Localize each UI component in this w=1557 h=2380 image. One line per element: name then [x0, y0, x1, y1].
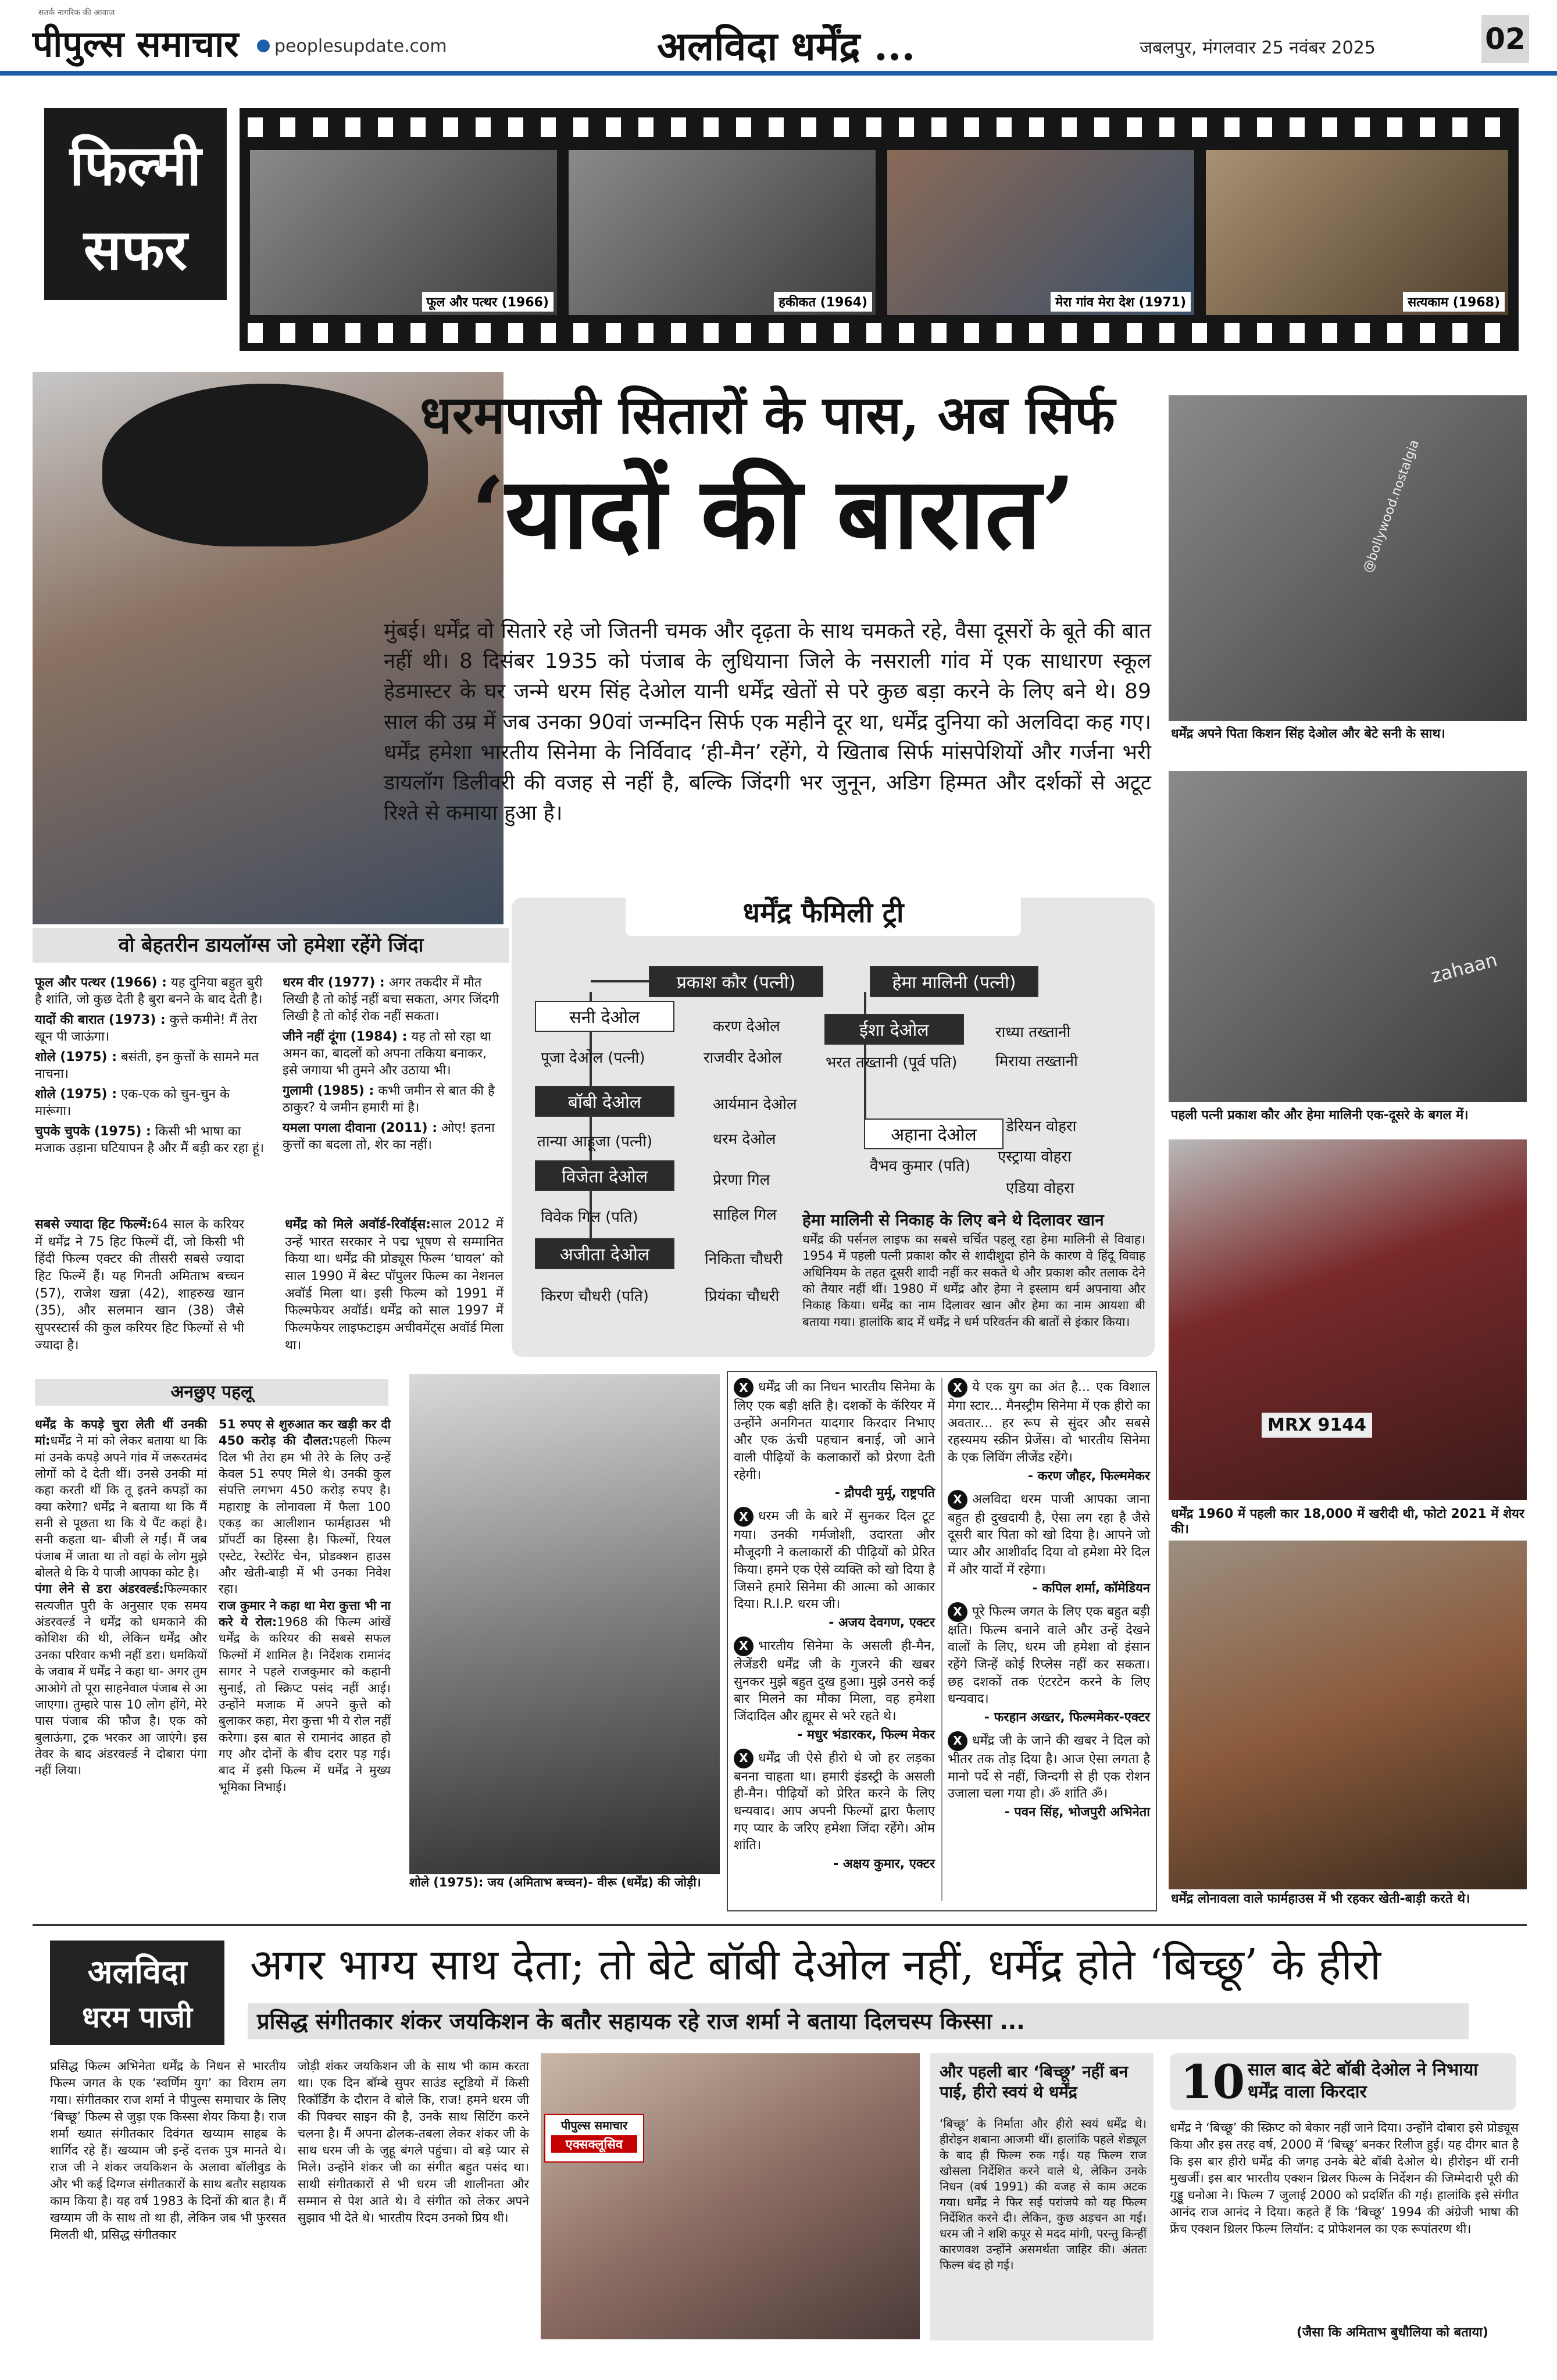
film-frame-caption: फूल और पत्थर (1966) [422, 292, 554, 312]
tree-grandchild: राध्या तख्तानी [995, 1024, 1071, 1041]
alvida-box-line2: धरम पाजी [82, 2000, 192, 2034]
dialogue-item: शोले (1975) : बसंती, इन कुत्तों के सामने मत नाचना। [35, 1050, 259, 1082]
film-frame-photo [569, 150, 876, 315]
film-frame-caption: मेरा गांव मेरा देश (1971) [1051, 292, 1191, 312]
tribute-item: X धरम जी के बारे में सुनकर दिल टूट गया। उनकी गर्मजोशी, उदारता और मौजूदगी ने कलाकारों की पीढ़ियों को प्रेरित किया। हमने एक ऐसे व्यक्ति को खो दिया है जिसने हमारे सिनेमा की आत्मा को आकार दिया। R.I.P. धरम जी। - अजय देवगण, एक्टर [734, 1507, 935, 1630]
tribute-item: X धर्मेंद्र जी ऐसे हीरो थे जो हर लड़का बनना चाहता था। हमारी इंडस्ट्री के असली ही-मैन। पीढ़ियों को प्रेरित करने के लिए धन्यवाद। आप अपनी फिल्मों द्वारा फैलाए गए प्यार के जरिए हमेशा जिंदा रहेंगे। ओम शांति। - अक्षय कुमार, एक्टर [734, 1749, 935, 1872]
tree-grandchild: प्रियंका चौधरी [705, 1288, 780, 1305]
film-strip-perforations-top [248, 117, 1510, 137]
alvida-box-line1: अलविदा [87, 1953, 187, 1991]
globe-icon [257, 40, 270, 52]
ten-years-number: 10 [1180, 2054, 1245, 2109]
dateline: जबलपुर, मंगलवार 25 नवंबर 2025 [1140, 38, 1376, 58]
bottom-col2: जोड़ी शंकर जयकिशन जी के साथ भी काम करता था। एक दिन बॉम्बे सुपर साउंड स्टूडियो में किसी रिकॉर्डिंग के दौरान वे बोले कि, राज! हमने धरम जी की पिक्चर साइन की है, उनके साथ सिटिंग करने चलना है। मैं अपना ढोलक-तबला लेकर शंकर जी के साथ धरम जी के जुहू बंगले पहुंचा। वो बड़े प्यार से मिले। उन्होंने शंकर जी का संगीत बहुत पसंद था। साथी संगीतकारों से भी धरम जी शालीनता और सम्मान से पेश आते थे। वे संगीत को लेकर अपने सुझाव भी देते थे। भारतीय रिदम उनको प्रिय थी। [298, 2059, 529, 2225]
film-frame-caption: हकीकत (1964) [774, 292, 872, 312]
ten-years-text: साल बाद बेटे बॉबी देओल ने निभाया धर्मेंद्र वाला किरदार [1248, 2060, 1478, 2102]
tree-grandchild: निकिता चौधरी [705, 1250, 783, 1268]
x-logo-icon: X [948, 1731, 967, 1751]
tribute-item: X पूरे फिल्म जगत के लिए एक बहुत बड़ी क्षति। फिल्म बनाने वाले और उन्हें देखने वालों के लिए, धरम जी हमेशा वो इंसान रहेंगे जिन्हें कोई रिप्लेस नहीं कर सकता। छह दशकों तक एंटरटेन करने के लिए धन्यवाद। - फरहान अख्तर, फिल्ममेकर-एक्टर [948, 1602, 1150, 1725]
tribute-item: X भारतीय सिनेमा के असली ही-मैन, लेजेंडरी धर्मेंद्र जी के गुजरने की खबर सुनकर मुझे बहुत दुख हुआ। मुझे उनसे कई बार मिलने का मौका मिला, वह हमेशा जिंदादिल और ह्यूमर से भरे रहते थे। - मधुर भंडारकर, फिल्म मेकर [734, 1636, 935, 1743]
film-strip [240, 108, 1519, 351]
untold-p2-title: पंगा लेने से डरा अंडरवर्ल्ड: [35, 1582, 164, 1596]
untold-col1: धर्मेंद्र के कपड़े चुरा लेती थीं उनकी मां:धर्मेंद्र ने मां को लेकर बताया था कि मां उनके कपड़े अपने गांव में जरूरतमंद लोगों को दे देती थीं। उनसे उनकी मां कहा करती थीं कि तू इतने कपड़ों का क्या करेगा? धर्मेंद्र ने बताया था कि मैं सनी से पूछता था कि ये पैंट कहां है। सनी कहता था- बीजी ले गईं। मैं जब पंजाब में जाता था तो वहां के लोग मुझे बोलते थे कि ये पाजी आपका कोट है। पंगा लेने से डरा अंडरवर्ल्ड:फिल्मकार सत्यजीत पुरी के अनुसार एक समय अंडरवर्ल्ड ने धर्मेंद्र को धमकाने की कोशिश की थी, लेकिन धर्मेंद्र और उनका परिवार कभी नहीं डरा। धमकियों के जवाब में धर्मेंद्र ने कहा था- अगर तुम आओगे तो पूरा साहनेवाल पंजाब से आ जाएगा। तुम्हारे पास 10 लोग होंगे, मेरे पास पंजाब की फौज है। एक को बुलाऊंगा, ट्रक भरकर आ जाएंगे। इस तेवर के बाद अंडरवर्ल्ड ने दोबारा पंगा नहीं लिया। [35, 1417, 207, 1778]
tree-spouse: पूजा देओल (पत्नी) [541, 1049, 645, 1067]
caption-farmhouse: धर्मेंद्र लोनावला वाले फार्महाउस में भी रहकर खेती-बाड़ी करते थे। [1171, 1892, 1470, 1906]
page-number: 02 [1481, 15, 1529, 63]
photo-watermark: @bollywood.nostalgia [1360, 438, 1422, 575]
film-strip-perforations-bottom [248, 323, 1510, 343]
photo-two-wives [1169, 771, 1527, 1102]
untold-col2: 51 रुपए से शुरुआत कर खड़ी कर दी 450 करोड़ की दौलत:पहली फिल्म दिल भी तेरा हम भी तेरे के लिए उन्हें केवल 51 रुपए मिले थे। उनकी कुल संपत्ति लगभग 450 करोड़ रुपए है। महाराष्ट्र के लोनावला में फैला 100 एकड़ का आलीशान फार्महाउस भी प्रॉपर्टी का हिस्सा है। फिल्मों, रियल एस्टेट, रेस्टोरेंट चेन, प्रोडक्शन हाउस और खेती-बाड़ी में भी उनका निवेश रहा। राज कुमार ने कहा था मेरा कुत्ता भी ना करे ये रोल:1968 की फिल्म आंखें धर्मेंद्र के करियर की सबसे सफल फिल्मों में शामिल है। निर्देशक रामानंद सागर ने पहले राजकुमार को कहानी सुनाई, तो स्क्रिप्ट पसंद नहीं आई। उन्होंने मजाक में अपने कुत्ते को बुलाकर कहा, मेरा कुत्ता भी ये रोल नहीं करेगा। इस बात से रामानंद आहत हो गए और दोनों के बीच दरार पड़ गई। बाद में इसी फिल्म में धर्मेंद्र ने मुख्य भूमिका निभाई। [219, 1417, 391, 1794]
filmi-label-line2: सफर [83, 217, 188, 283]
bottom-credit: (जैसा कि अमिताभ बुधौलिया को बताया) [1297, 2325, 1488, 2340]
tree-spouse: भरत तख्तानी (पूर्व पति) [826, 1054, 958, 1071]
film-frame-photo [1206, 150, 1508, 315]
intro-paragraph: मुंबई। धर्मेंद्र वो सितारे रहे जो जितनी चमक और दृढ़ता के साथ चमकते रहे, वैसा दूसरों के बूते की बात नहीं थी। 8 दिसंबर 1935 को पंजाब के लुधियाना जिले के नसराली गांव में एक साधारण स्कूल हेडमास्टर के घर जन्मे धरम सिंह देओल यानी धर्मेंद्र खेतों से परे कुछ बड़ा करने के लिए बने थे। 89 साल की उम्र में जब उनका 90वां जन्मदिन सिर्फ एक महीने दूर था, धर्मेंद्र दुनिया को अलविदा कह गए। धर्मेंद्र हमेशा भारतीय सिनेमा के निर्विवाद ‘ही-मैन’ रहेंगे, ये खिताब सिर्फ मांसपेशियों और गर्जना भरी डायलॉग डिलीवरी की वजह से नहीं है, बल्कि जिंदगी भर जुनून, अडिग हिम्मत और दर्शकों से अटूट रिश्ते से कमाया हुआ है। [384, 619, 1151, 826]
mid-box-title: और पहली बार ‘बिच्छू’ नहीं बन पाई, हीरो स्वयं थे धर्मेंद्र [940, 2062, 1129, 2102]
tree-grandchild: धरम देओल [713, 1131, 776, 1148]
caption-father-son: धर्मेंद्र अपने पिता किशन सिंह देओल और बेटे सनी के साथ। [1171, 727, 1445, 741]
tree-child-bobby: बॉबी देओल [535, 1086, 674, 1117]
tree-grandchild: प्रेरणा गिल [713, 1171, 770, 1189]
dialogue-item: चुपके चुपके (1975) : किसी भी भाषा का मजाक उड़ाना घटियापन है और मैं बड़ी कर रहा हूं। [35, 1124, 265, 1156]
tree-grandchild: राजवीर देओल [703, 1049, 782, 1067]
x-logo-icon: X [948, 1378, 967, 1398]
mid-box [930, 2053, 1154, 2340]
tree-spouse: तान्या आहूजा (पत्नी) [537, 1133, 653, 1150]
dialogues-right-list [283, 974, 503, 1157]
x-logo-icon: X [948, 1490, 967, 1510]
tree-child-sunny: सनी देओल [535, 1001, 674, 1032]
awards-paragraph: धर्मेंद्र को मिले अवॉर्ड-रिवॉर्ड्स:साल 2012 में उन्हें भारत सरकार ने पद्म भूषण से सम्मानित किया था। धर्मेंद्र की प्रोड्यूस फिल्म ‘घायल’ को साल 1990 में बेस्ट पॉपुलर फिल्म का नेशनल अवॉर्ड मिला था। इसी फिल्म को 1991 में फिल्मफेयर अवॉर्ड। धर्मेंद्र को साल 1997 में फिल्मफेयर लाइफटाइम अचीवमेंट्स अवॉर्ड मिला था। [285, 1217, 503, 1353]
photo-watermark: zahaan [1429, 948, 1500, 988]
main-headline-line1: धरमपाजी सितारों के पास, अब सिर्फ [420, 384, 1115, 446]
dialogue-item: शोले (1975) : एक-एक को चुन-चुन के मारूंगा। [35, 1087, 230, 1119]
hema-box-text: धर्मेंद्र की पर्सनल लाइफ का सबसे चर्चित पहलू रहा हेमा मालिनी से विवाह। 1954 में पहली पत्नी प्रकाश कौर से शादीशुदा होने के कारण वे हिंदू विवाह अधिनियम के तहत दूसरी शादी नहीं कर सकते थे और प्रकाश कौर तलाक देने को तैयार नहीं थीं। 1980 में धर्मेंद्र और हेमा ने इस्लाम धर्म अपनाया और निकाह किया। धर्मेंद्र का नाम दिलावर खान और हेमा का नाम आयशा बी बताया गया। हालांकि बाद में धर्मेंद्र ने धर्म परिवर्तन की बातों से इंकार किया। [802, 1232, 1145, 1329]
tree-spouse: किरण चौधरी (पति) [541, 1288, 649, 1305]
alvida-box [50, 1941, 224, 2045]
untold-p1-title: धर्मेंद्र के कपड़े चुरा लेती थीं उनकी मां: [35, 1417, 207, 1448]
tree-wife-prakash: प्रकाश कौर (पत्नी) [649, 966, 823, 997]
tributes-col-right [948, 1378, 1150, 1820]
exclusive-brand: पीपुल्स समाचार [560, 2118, 628, 2132]
photo-father-son [1169, 395, 1527, 721]
raj-sharma-photo [541, 2053, 920, 2339]
sholay-photo [409, 1374, 720, 1874]
car-plate: MRX 9144 [1262, 1413, 1372, 1438]
exclusive-label: एक्सक्लूसिव [551, 2135, 637, 2153]
hat-shape [102, 384, 428, 546]
tree-spouse: वैभव कुमार (पति) [870, 1157, 971, 1175]
film-frame-photo [250, 150, 557, 315]
brand-tagline: सतर्क नागरिक की आवाज [38, 8, 115, 17]
exclusive-badge [544, 2114, 644, 2163]
tribute-item: X धर्मेंद्र जी के जाने की खबर ने दिल को भीतर तक तोड़ दिया है। आज ऐसा लगता है मानो पर्दे से नहीं, जिन्दगी से ही एक रोशन उजाला चला गया हो। ॐ शांति ॐ। - पवन सिंह, भोजपुरी अभिनेता [948, 1731, 1150, 1820]
untold-p4-title: राज कुमार ने कहा था मेरा कुत्ता भी ना करे ये रोल: [219, 1598, 391, 1629]
film-frame-photo [887, 150, 1194, 315]
family-tree-title: धर्मेंद्र फैमिली ट्री [626, 889, 1021, 936]
dialogue-item: यमला पगला दीवाना (2011) : ओए! इतना कुत्तों का बदला तो, शेर का नहीं। [283, 1121, 495, 1153]
hema-box-title: हेमा मालिनी से निकाह के लिए बने थे दिलावर खान [802, 1210, 1104, 1230]
tree-grandchild: करण देओल [713, 1018, 780, 1035]
x-logo-icon: X [734, 1749, 753, 1768]
tribute-item: X ये एक युग का अंत है... एक विशाल मेगा स्टार... मैनस्ट्रीम सिनेमा में एक हीरो का अवतार... हर रूप से सुंदर और सबसे रहस्यमय स्क्रीन प्रेजेंस। वो भारतीय सिनेमा के एक लिविंग लीजेंड रहेंगे। - करण जौहर, फिल्ममेकर [948, 1378, 1150, 1484]
site-url[interactable]: peoplesupdate.com [274, 36, 447, 56]
tree-grandchild: डेरियन वोहरा [1006, 1118, 1077, 1135]
caption-first-car: धर्मेंद्र 1960 में पहली कार 18,000 में खरीदी थी, फोटो 2021 में शेयर की। [1171, 1507, 1524, 1537]
tree-child-esha: ईशा देओल [824, 1014, 964, 1045]
tree-spouse: विवेक गिल (पति) [541, 1209, 638, 1226]
tributes-divider [941, 1378, 942, 1901]
film-frame-caption: सत्यकाम (1968) [1403, 292, 1505, 312]
ten-years-box [1170, 2053, 1516, 2110]
hits-paragraph: सबसे ज्यादा हिट फिल्में:64 साल के करियर में धर्मेंद्र ने 75 हिट फिल्में दीं, जो किसी भी हिंदी फिल्म एक्टर की तीसरी सबसे ज्यादा हिट फिल्में हैं। यह गिनती अमिताभ बच्चन (57), राजेश खन्ना (42), शाहरुख खान (35), और सलमान खान (38) जैसे सुपरस्टार्स की कुल करियर हिट फिल्मों से भी ज्यादा है। [35, 1217, 244, 1353]
main-headline-line2: ‘यादों की बारात’ [471, 455, 1076, 571]
photo-farmhouse [1169, 1541, 1527, 1889]
section-title: अलविदा धर्मेंद्र ... [657, 23, 916, 70]
x-logo-icon: X [734, 1636, 753, 1656]
bottom-right-text: धर्मेंद्र ने ‘बिच्छू’ की स्क्रिप्ट को बेकार नहीं जाने दिया। उन्होंने दोबारा इसे प्रोड्यूस किया और इस तरह वर्ष, 2000 में ‘बिच्छू’ बनकर रिलीज हुई। यह दीगर बात है कि इस बार हीरो धर्मेंद्र की जगह उनके बेटे बॉबी देओल थे। हीरोइन थीं रानी मुखर्जी। इस बार भारतीय एक्शन थ्रिलर फिल्म के निर्देशन की जिम्मेदारी पूरी की गुड्डू धनोआ ने। फिल्म 7 जुलाई 2000 को प्रदर्शित की गई। हालांकि इसे संगीत आनंद राज आनंद ने दिया। कहते हैं कि ‘बिच्छू’ 1994 की अंग्रेजी भाषा की फ्रेंच एक्शन थ्रिलर फिल्म लियॉन: द प्रोफेशनल का एक रूपांतरण थी। [1170, 2121, 1519, 2236]
photo-first-car [1169, 1139, 1527, 1500]
masthead [0, 0, 1557, 76]
dialogue-item: गुलामी (1985) : कभी जमीन से बात की है ठाकुर? ये जमीन हमारी मां है। [283, 1084, 495, 1116]
filmi-label-line1: फिल्मी [69, 133, 202, 198]
bottom-headline: अगर भाग्य साथ देता; तो बेटे बॉबी देओल नहीं, धर्मेंद्र होते ‘बिच्छू’ के हीरो [250, 1940, 1381, 1990]
tree-grandchild: एस्ट्राया वोहरा [998, 1148, 1072, 1166]
dialogue-item: जीने नहीं दूंगा (1984) : यह तो सो रहा था अमन का, बादलों को अपना तकिया बनाकर, इसे जगाया भी तुमने और उठाया भी। [283, 1030, 491, 1078]
tree-child-vijeta: विजेता देओल [535, 1160, 674, 1191]
tree-child-ahana: अहाना देओल [864, 1118, 1004, 1149]
tree-grandchild: साहिल गिल [713, 1206, 777, 1224]
tree-wife-hema: हेमा मालिनी (पत्नी) [870, 966, 1038, 997]
mid-box-text: ‘बिच्छू’ के निर्माता और हीरो स्वयं धर्मेंद्र थे। हीरोइन शबाना आजमी थीं। हालांकि पहले शेड्यूल के बाद ही फिल्म रुक गई। यह फिल्म राज खोसला निर्देशित करने वाले थे, लेकिन उनके निधन (वर्ष 1991) की वजह से काम अटक गया। धर्मेंद्र ने फिर सई परांजपे को यह फिल्म निर्देशित करने दी। लेकिन, कुछ अड़चन आ गई। धरम जी ने शशि कपूर से मदद मांगी, परन्तु किन्हीं कारणवश उन्होंने असमर्थता जाहिर की। अंततः फिल्म बंद हो गई। [940, 2117, 1147, 2272]
filmi-safar-label [44, 108, 227, 300]
tribute-item: X धर्मेंद्र जी का निधन भारतीय सिनेमा के लिए एक बड़ी क्षति है। दशकों के कॅरियर में उन्होंने अनगिनत यादगार किरदार निभाए और एक ऊंची पहचान बनाई, जो आने वाली पीढ़ियों के कलाकारों को प्रेरणा देती रहेगी। - द्रौपदी मुर्मू, राष्ट्रपति [734, 1378, 935, 1501]
caption-two-wives: पहली पत्नी प्रकाश कौर और हेमा मालिनी एक-दूसरे के बगल में। [1171, 1108, 1469, 1123]
dialogue-item: फूल और पत्थर (1966) : यह दुनिया बहुत बुरी है शांति, जो कुछ देती है बुरा बनने के बाद देती है। [35, 975, 263, 1007]
x-logo-icon: X [734, 1378, 753, 1398]
bottom-rule [33, 1924, 1527, 1926]
bottom-col1: प्रसिद्ध फिल्म अभिनेता धर्मेंद्र के निधन से भारतीय फिल्म जगत के एक ‘स्वर्णिम युग’ का विराम लग गया। संगीतकार राज शर्मा ने पीपुल्स समाचार के लिए ‘बिच्छू’ फिल्म से जुड़ा एक किस्सा शेयर किया है। राज शर्मा ख्यात संगीतकार दिवंगत खय्याम साहब के शार्गिद रहे हैं। खय्याम जी इन्हें दत्तक पुत्र मानते थे। राज जी ने शंकर जयकिशन के अलावा बॉलीवुड के और भी कई दिग्गज संगीतकारों के साथ बतौर सहायक काम किया है। यह वर्ष 1983 के दिनों की बात है। मैं खय्याम जी के साथ तो था ही, लेकिन जब भी फुरसत मिलती थी, प्रसिद्ध संगीतकार [50, 2059, 286, 2242]
dialogues-title: वो बेहतरीन डायलॉग्स जो हमेशा रहेंगे जिंदा [33, 928, 509, 963]
untold-p3-title: 51 रुपए से शुरुआत कर खड़ी कर दी 450 करोड़ की दौलत: [219, 1417, 391, 1448]
tree-grandchild: आर्यमान देओल [713, 1096, 797, 1113]
dialogues-left-list [35, 974, 267, 1160]
x-logo-icon: X [734, 1507, 753, 1527]
untold-title: अनछुए पहलू [35, 1379, 388, 1406]
dialogue-item: धरम वीर (1977) : अगर तकदीर में मौत लिखी है तो कोई नहीं बचा सकता, अगर जिंदगी लिखी है तो कोई रोक नहीं सकता। [283, 975, 499, 1024]
dialogue-item: यादों की बारात (1973) : कुत्ते कमीने! मैं तेरा खून पी जाऊंगा। [35, 1013, 257, 1045]
tributes-col-left [734, 1378, 935, 1872]
tree-line [591, 980, 649, 982]
tribute-item: X अलविदा धरम पाजी आपका जाना बहुत ही दुखदायी है, ऐसा लग रहा है जैसे दूसरी बार पिता को खो दिया है। आपने जो प्यार और आशीर्वाद दिया वो हमेशा मेरे दिल में और यादों में रहेगा। - कपिल शर्मा, कॉमेडियन [948, 1490, 1150, 1596]
tree-child-ajeeta: अजीता देओल [535, 1238, 674, 1269]
x-logo-icon: X [948, 1602, 967, 1622]
brand-logo: पीपुल्स समाचार [33, 23, 239, 65]
bottom-subhead: प्रसिद्ध संगीतकार शंकर जयकिशन के बतौर सहायक रहे राज शर्मा ने बताया दिलचस्प किस्सा ... [248, 2003, 1469, 2039]
tree-grandchild: एडिया वोहरा [1006, 1180, 1074, 1197]
tree-grandchild: मिराया तख्तानी [995, 1053, 1078, 1070]
sholay-caption: शोले (1975): जय (अमिताभ बच्चन)- वीरू (धर्मेंद्र) की जोड़ी। [409, 1875, 701, 1889]
